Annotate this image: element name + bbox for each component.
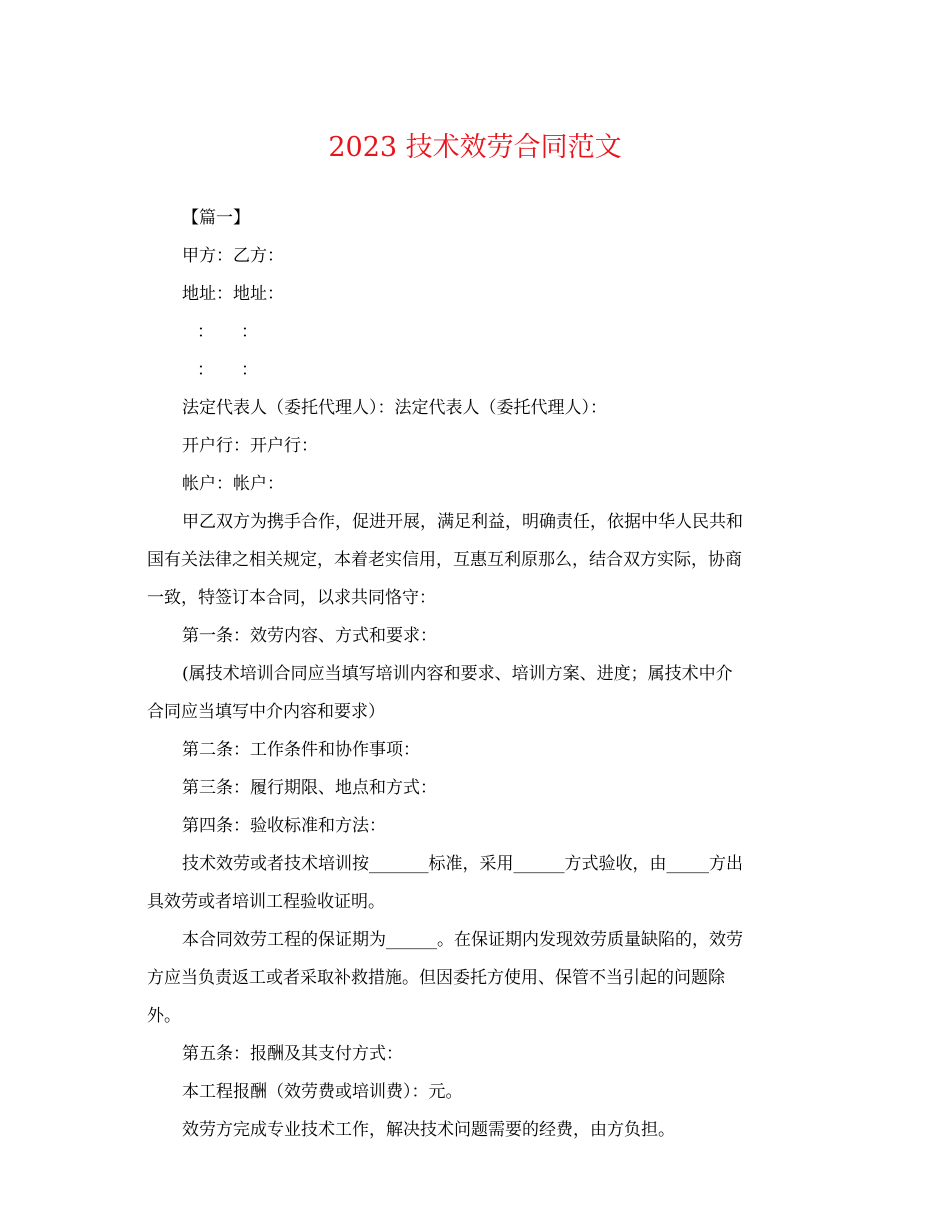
article-text-line: 本合同效劳工程的保证期为______。在保证期内发现效劳质量缺陷的，效劳 xyxy=(182,930,743,950)
article-heading: 第五条：报酬及其支付方式： xyxy=(182,1044,403,1064)
legal-representative-line: 法定代表人（委托代理人）：法定代表人（委托代理人）： xyxy=(182,398,607,418)
preamble-line: 甲乙双方为携手合作，促进开展，满足利益，明确责任，依据中华人民共和 xyxy=(182,512,743,532)
article-heading: 第三条：履行期限、地点和方式： xyxy=(182,778,437,798)
party-names-line: 甲方：乙方： xyxy=(182,246,284,266)
article-text-line: (属技术培训合同应当填写培训内容和要求、培训方案、进度；属技术中介 xyxy=(182,664,733,684)
article-text-line: 合同应当填写中介内容和要求） xyxy=(147,702,385,722)
blank-field-line: ： ： xyxy=(197,322,259,342)
bank-line: 开户行：开户行： xyxy=(182,436,318,456)
article-text-line: 效劳方完成专业技术工作，解决技术问题需要的经费，由方负担。 xyxy=(182,1120,675,1140)
article-heading: 第二条：工作条件和协作事项： xyxy=(182,740,420,760)
article-heading: 第一条：效劳内容、方式和要求： xyxy=(182,626,437,646)
document-title: 2023 技术效劳合同范文 xyxy=(328,132,622,163)
article-heading: 第四条：验收标准和方法： xyxy=(182,816,386,836)
account-line: 帐户：帐户： xyxy=(182,474,284,494)
address-line: 地址：地址： xyxy=(182,284,284,304)
section-heading: 【篇一】 xyxy=(182,208,250,228)
blank-field-line: ： ： xyxy=(197,360,259,380)
article-text-line: 外。 xyxy=(147,1006,181,1026)
preamble-line: 一致，特签订本合同，以求共同恪守： xyxy=(147,588,436,608)
preamble-line: 国有关法律之相关规定，本着老实信用，互惠互利原那么，结合双方实际，协商 xyxy=(147,550,742,570)
article-text-line: 技术效劳或者技术培训按_______标准，采用______方式验收，由_____方出 xyxy=(182,854,743,874)
article-text-line: 方应当负责返工或者采取补救措施。但因委托方使用、保管不当引起的问题除 xyxy=(147,968,725,988)
article-text-line: 本工程报酬（效劳费或培训费）：元。 xyxy=(182,1082,463,1102)
article-text-line: 具效劳或者培训工程验收证明。 xyxy=(147,892,385,912)
